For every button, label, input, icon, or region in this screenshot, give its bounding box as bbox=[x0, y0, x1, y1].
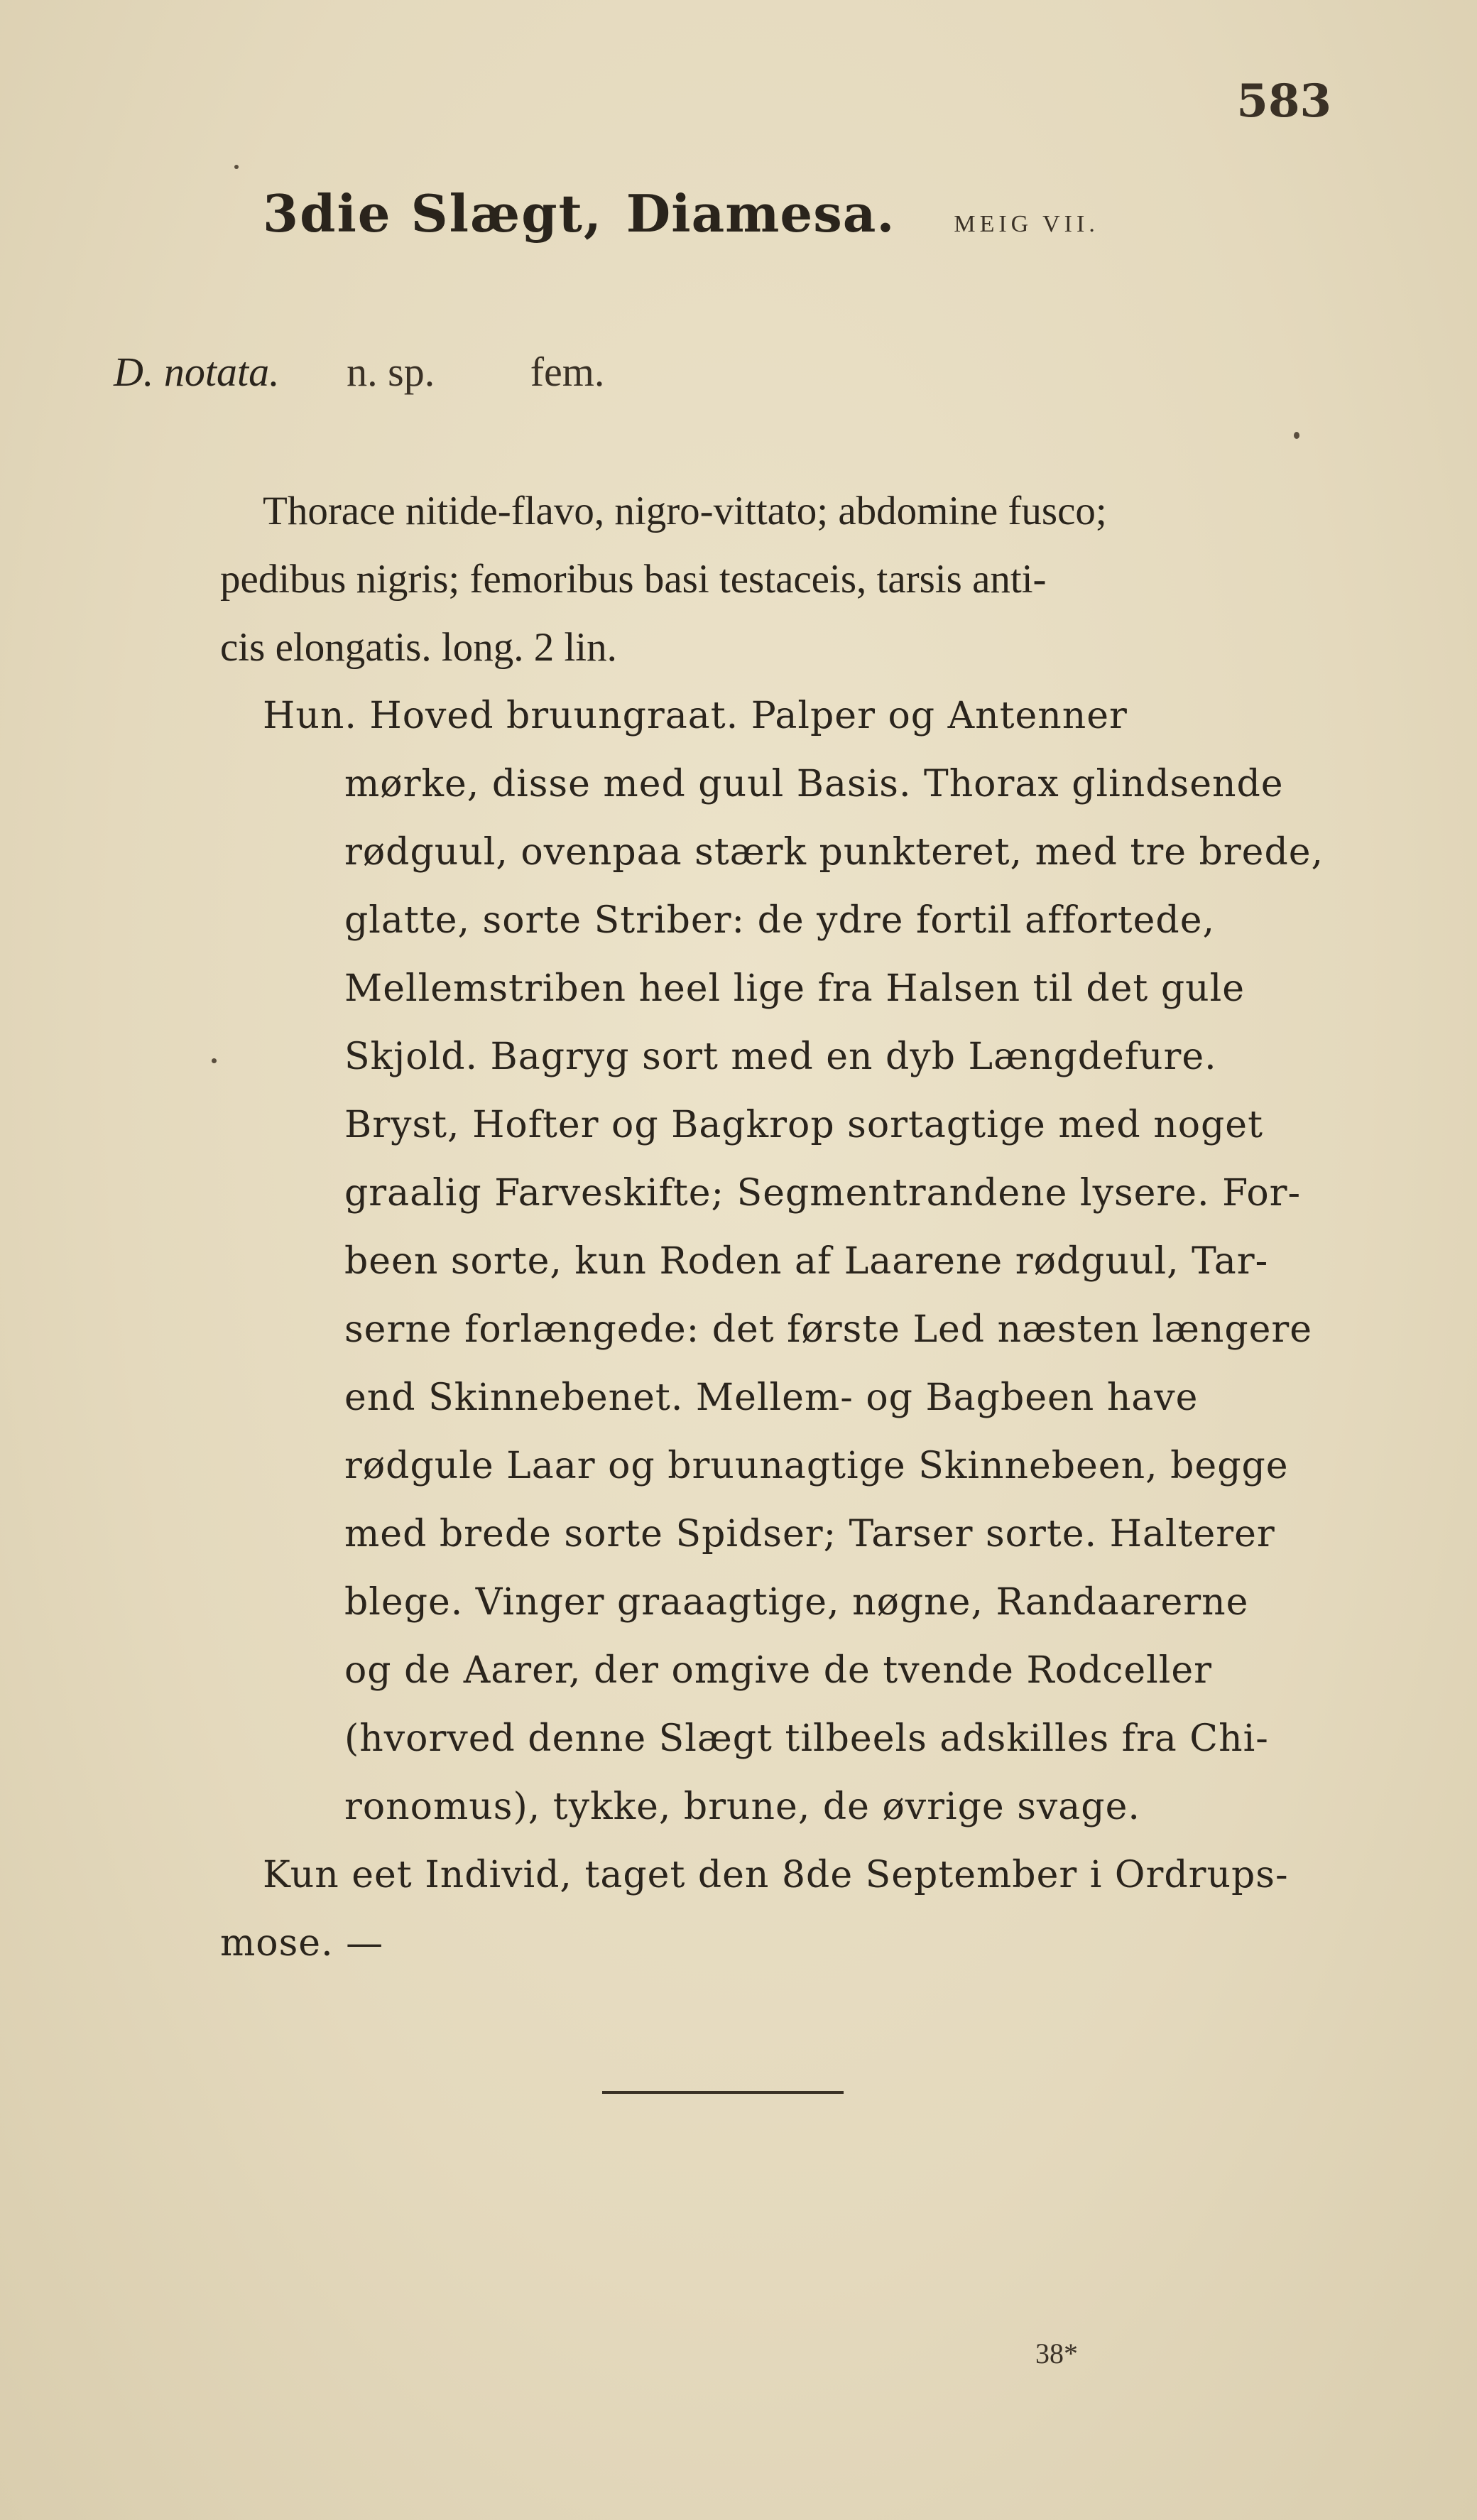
text-line: Kun eet Individ, taget den 8de September i Ordrups- bbox=[263, 1854, 1289, 1896]
page-number: 583 bbox=[1236, 75, 1331, 128]
text-line: blege. Vinger graaagtige, nøgne, Randaarerne bbox=[344, 1581, 1249, 1624]
paper-speck bbox=[234, 165, 239, 169]
species-line bbox=[114, 348, 604, 396]
text-line: Skjold. Bagryg sort med en dyb Længdefure. bbox=[344, 1036, 1217, 1078]
text-line: Bryst, Hofter og Bagkrop sortagtige med noget bbox=[344, 1104, 1263, 1146]
text-line: mose. — bbox=[220, 1922, 384, 1965]
text-line: Thorace nitide-flavo, nigro-vittato; abdomine fusco; bbox=[263, 489, 1107, 533]
heading-genus-name: Diamesa. bbox=[626, 183, 895, 244]
text-line: mørke, disse med guul Basis. Thorax glindsende bbox=[344, 763, 1284, 805]
text-line: been sorte, kun Roden af Laarene rødguul, Tar- bbox=[344, 1240, 1269, 1283]
heading-genus-rank: 3die Slægt, bbox=[263, 183, 603, 244]
text-line: end Skinnebenet. Mellem- og Bagbeen have bbox=[344, 1376, 1199, 1419]
heading-reference: MEIG VII. bbox=[954, 211, 1099, 237]
paper-speck bbox=[212, 1058, 217, 1063]
text-line: (hvorved denne Slægt tilbeels adskilles fra Chi- bbox=[344, 1717, 1269, 1760]
text-line: Hun. Hoved bruungraat. Palper og Antenner bbox=[263, 695, 1128, 737]
text-line: rødguul, ovenpaa stærk punkteret, med tre brede, bbox=[344, 831, 1324, 874]
species-name: D. notata. bbox=[114, 349, 280, 395]
section-heading bbox=[263, 183, 1257, 244]
species-sex: fem. bbox=[530, 349, 605, 395]
text-line: med brede sorte Spidser; Tarser sorte. Halterer bbox=[344, 1513, 1275, 1555]
species-novelty: n. sp. bbox=[347, 349, 435, 395]
text-line: serne forlængede: det første Led næsten længere bbox=[344, 1308, 1313, 1351]
text-line: rødgule Laar og bruunagtige Skinnebeen, begge bbox=[344, 1445, 1289, 1487]
section-divider bbox=[602, 2091, 844, 2094]
paper-speck bbox=[1294, 432, 1299, 439]
text-line: og de Aarer, der omgive de tvende Rodceller bbox=[344, 1649, 1213, 1692]
text-line: ronomus), tykke, brune, de øvrige svage. bbox=[344, 1786, 1140, 1828]
text-line: Mellemstriben heel lige fra Halsen til det gule bbox=[344, 967, 1246, 1010]
signature-mark: 38* bbox=[1035, 2337, 1078, 2369]
text-line: pedibus nigris; femoribus basi testaceis, tarsis anti- bbox=[220, 557, 1047, 602]
text-line: graalig Farveskifte; Segmentrandene lysere. For- bbox=[344, 1172, 1302, 1215]
text-line: cis elongatis. long. 2 lin. bbox=[220, 625, 617, 670]
text-line: glatte, sorte Striber: de ydre fortil affortede, bbox=[344, 899, 1215, 942]
